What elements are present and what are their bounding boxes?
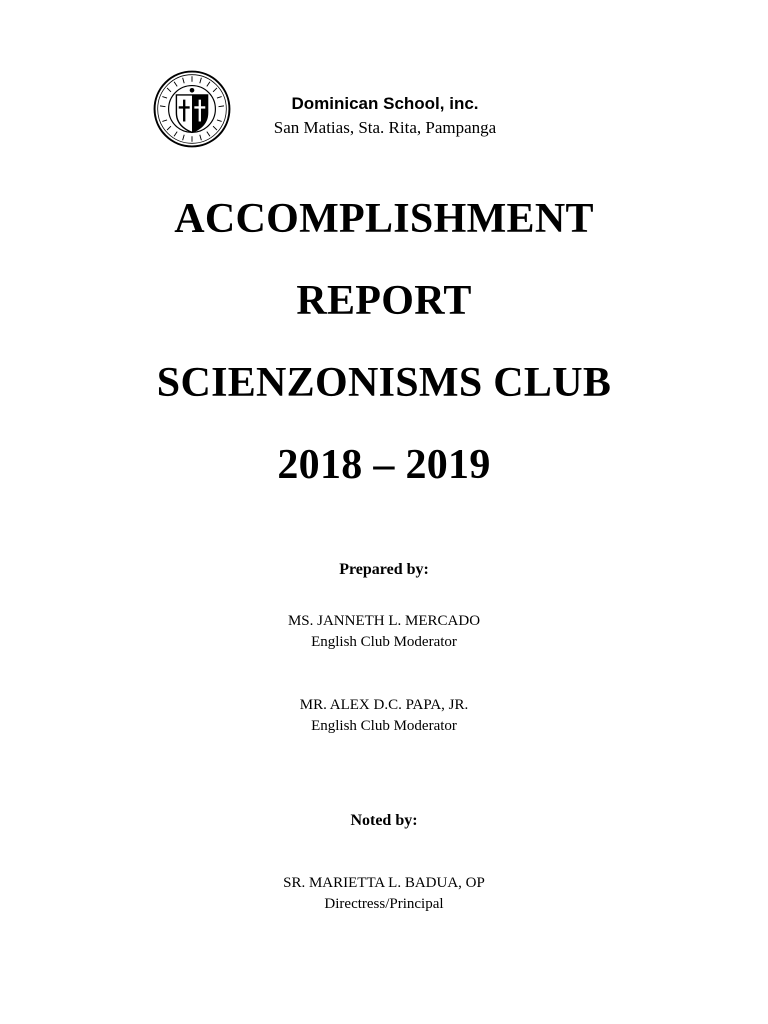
school-address: San Matias, Sta. Rita, Pampanga	[273, 118, 497, 137]
report-title-line-2: REPORT	[296, 278, 472, 324]
school-seal-icon	[153, 70, 231, 148]
noted-by-label: Noted by:	[350, 812, 418, 829]
noter-name: SR. MARIETTA L. BADUA, OP	[283, 875, 485, 891]
preparer-role: English Club Moderator	[311, 718, 457, 734]
prepared-by-label: Prepared by:	[339, 561, 429, 578]
preparer-name: MS. JANNETH L. MERCADO	[287, 613, 481, 629]
school-name: Dominican School, inc.	[291, 94, 479, 113]
report-school-year: 2018 – 2019	[277, 442, 491, 488]
preparer-role: English Club Moderator	[311, 634, 457, 650]
noter-role: Directress/Principal	[324, 896, 444, 912]
report-title-line-3: SCIENZONISMS CLUB	[156, 360, 612, 406]
report-title-line-1: ACCOMPLISHMENT	[174, 196, 594, 242]
preparer-name: MR. ALEX D.C. PAPA, JR.	[299, 697, 469, 713]
